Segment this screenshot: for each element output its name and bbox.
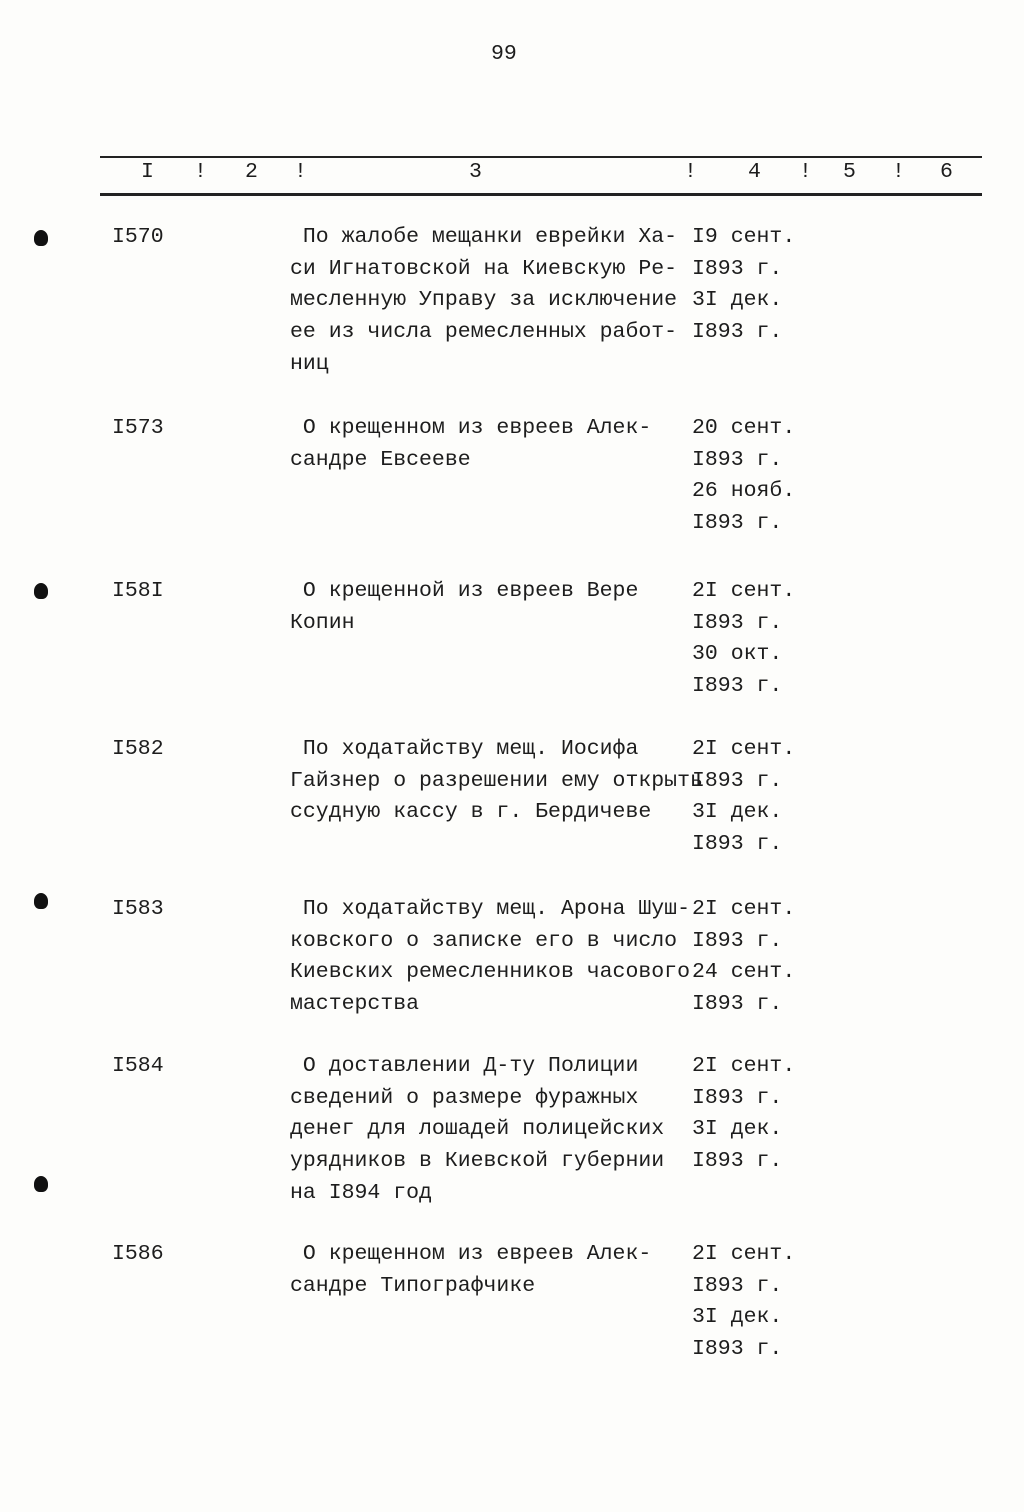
entry-number: I58I (112, 579, 164, 603)
description-line: ниц (290, 351, 329, 376)
date-line: I893 г. (692, 1337, 783, 1362)
column-header-4: 4 (748, 160, 761, 184)
date-line: 30 окт. (692, 642, 783, 667)
description-line: сандре Евсееве (290, 447, 471, 472)
column-header-1: I (141, 160, 154, 184)
column-header-5: 5 (843, 160, 856, 184)
description-line: О крещенной из евреев Вере (290, 579, 639, 603)
entry-description (290, 413, 651, 476)
date-line: 3I дек. (692, 1305, 783, 1330)
date-line: 2I сент. (692, 737, 796, 761)
description-line: урядников в Киевской губернии (290, 1149, 665, 1174)
date-line: 3I дек. (692, 800, 783, 825)
date-line: I893 г. (692, 1273, 783, 1298)
date-line: 2I сент. (692, 579, 796, 603)
description-line: Копин (290, 610, 355, 635)
description-line: на I894 год (290, 1180, 432, 1205)
date-line: I893 г. (692, 320, 783, 345)
entry-number: I586 (112, 1242, 164, 1266)
column-header-6: 6 (940, 160, 953, 184)
date-line: I893 г. (692, 256, 783, 281)
entry-number: I583 (112, 897, 164, 921)
description-line: По жалобе мещанки еврейки Ха- (290, 225, 678, 249)
description-line: мастерства (290, 992, 420, 1017)
description-line: О крещенном из евреев Алек- (290, 1242, 652, 1266)
date-line: I893 г. (692, 768, 783, 793)
column-header-2: 2 (245, 160, 258, 184)
entry-description (290, 222, 677, 380)
date-line: I893 г. (692, 610, 783, 635)
binding-hole-mark (34, 583, 48, 599)
date-line: I893 г. (692, 992, 783, 1017)
entry-number: I570 (112, 225, 164, 249)
entry-dates (692, 894, 795, 1021)
date-line: 3I дек. (692, 1117, 783, 1142)
entry-description (290, 894, 690, 1021)
description-line: Гайзнер о разрешении ему открыть (290, 768, 703, 793)
table-header-bottom-rule (100, 193, 982, 196)
date-line: I893 г. (692, 674, 783, 699)
entry-dates (692, 734, 795, 861)
date-line: I893 г. (692, 447, 783, 472)
description-line: По ходатайству мещ. Иосифа (290, 737, 639, 761)
description-line: По ходатайству мещ. Арона Шуш- (290, 897, 690, 921)
description-line: сведений о размере фуражных (290, 1085, 639, 1110)
column-separator: ! (799, 160, 812, 184)
entry-dates (692, 576, 795, 703)
column-separator: ! (684, 160, 697, 184)
entry-dates (692, 1051, 795, 1178)
description-line: ссудную кассу в г. Бердичеве (290, 800, 652, 825)
date-line: I893 г. (692, 928, 783, 953)
date-line: 26 нояб. (692, 479, 796, 504)
description-line: сандре Типографчике (290, 1273, 536, 1298)
column-separator: ! (892, 160, 905, 184)
date-line: 24 сент. (692, 960, 796, 985)
entry-number: I573 (112, 416, 164, 440)
entry-dates (692, 222, 795, 349)
date-line: 2I сент. (692, 897, 796, 921)
column-header-3: 3 (469, 160, 482, 184)
description-line: ее из числа ремесленных работ- (290, 320, 678, 345)
date-line: 2I сент. (692, 1242, 796, 1266)
date-line: 2I сент. (692, 1054, 796, 1078)
description-line: денег для лошадей полицейских (290, 1117, 665, 1142)
entry-description (290, 576, 638, 639)
date-line: I893 г. (692, 1149, 783, 1174)
description-line: ковского о записке его в число (290, 928, 678, 953)
entry-number: I584 (112, 1054, 164, 1078)
description-line: О крещенном из евреев Алек- (290, 416, 652, 440)
table-header-top-rule (100, 156, 982, 158)
description-line: месленную Управу за исключение (290, 288, 678, 313)
description-line: Киевских ремесленников часового (290, 960, 690, 985)
column-separator: ! (294, 160, 307, 184)
date-line: I893 г. (692, 511, 783, 536)
date-line: 3I дек. (692, 288, 783, 313)
entry-description (290, 1239, 651, 1302)
entry-dates (692, 1239, 795, 1366)
date-line: I893 г. (692, 832, 783, 857)
page-number: 99 (491, 42, 517, 66)
date-line: 20 сент. (692, 416, 796, 440)
column-separator: ! (194, 160, 207, 184)
binding-hole-mark (34, 1176, 48, 1192)
entry-dates (692, 413, 795, 540)
date-line: I893 г. (692, 1085, 783, 1110)
binding-hole-mark (34, 230, 48, 246)
description-line: О доставлении Д-ту Полиции (290, 1054, 639, 1078)
date-line: I9 сент. (692, 225, 796, 249)
binding-hole-mark (34, 893, 48, 909)
entry-number: I582 (112, 737, 164, 761)
entry-description (290, 734, 703, 829)
entry-description (290, 1051, 664, 1209)
description-line: си Игнатовской на Киевскую Ре- (290, 256, 678, 281)
